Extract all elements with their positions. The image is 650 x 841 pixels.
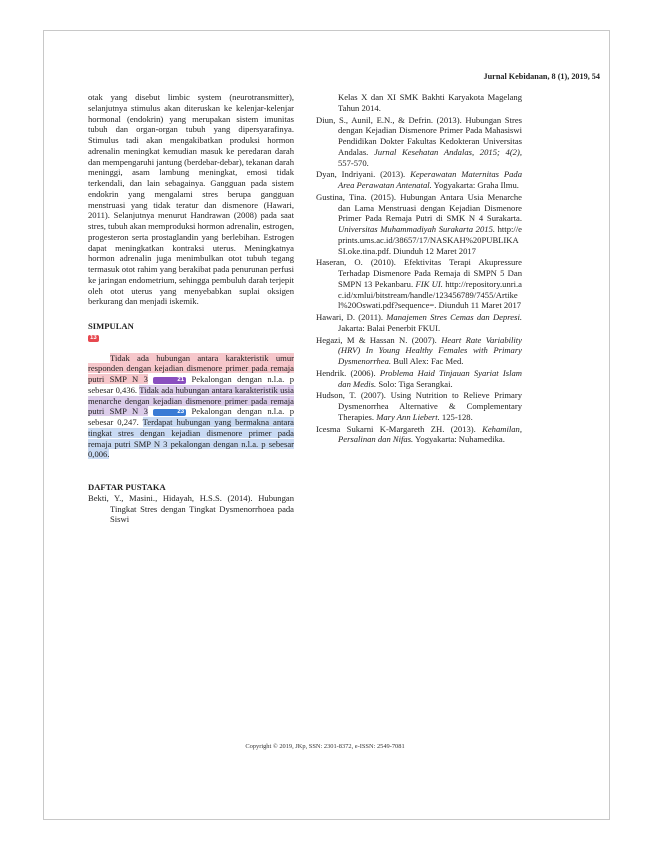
conclusion-paragraph (88, 353, 294, 461)
reference-title: Heart Rate Variability (HRV) In Young Healthy Females with Primary Dysmenorrhea. (338, 334, 522, 366)
right-column (316, 92, 522, 446)
reference-title: FIK UI. (415, 278, 443, 289)
reference-authors: Diun, S., Aunil, E.N., & Defrin. (2013). (316, 114, 462, 125)
reference-details: Yogyakarta: Nuhamedika. (415, 434, 505, 445)
reference-text: Usia Menarche dan Lama Menstruasi dengan Kejadian Dismenore Primer Pada Remaja Putri di SMK N 4 Surakarta. (338, 191, 522, 224)
reference-authors: Gustina, Tina. (2015). Hubungan Antara (316, 191, 464, 202)
reference-continuation: Kelas X dan XI SMK Bakhti Karyakota Magelang Tahun 2014. (338, 92, 522, 113)
reference-authors: Hegazi, M & Hassan N. (2007). (316, 334, 437, 345)
page-footer: Copyright © 2019, JKp, SSN: 2301-8372, e-ISSN: 2549-7081 (245, 743, 405, 750)
reference-link[interactable]: http://repository.unri.ac.id/xmlui/bitstream/handle/123456789/7455/Artikel%20Oswati.pdf?sequence=. Diunduh 11 Maret 2017 (338, 278, 522, 311)
reference-title: Problema Haid Tinjauan Syariat Islam dan Medis. (338, 367, 522, 389)
reference-title: Manajemen Stres Cemas dan Depresi. (386, 312, 522, 322)
reference-entry (316, 368, 522, 390)
reference-text: Akupressure Terhadap Dismenore Pada Remaja di SMPN 5 Dan SMPN 13 Pekanbaru. (338, 257, 522, 289)
reference-title: Jurnal Kesehatan Andalas, 2015; 4(2), (373, 146, 522, 157)
reference-entry (316, 312, 522, 334)
annotation-badge-21[interactable]: 21 (153, 377, 186, 384)
reference-details: Jakarta: Balai Penerbit FKUI. (338, 322, 441, 333)
intro-paragraph: otak yang disebut limbic system (neurotransmitter), selanjutnya stimulus akan diteruskan ke kelenjar-kelenjar hormonal (endokrin) yang merupakan sistem imunitas tubuh dan organ-organ tubuh yang dipersyarafinya. Stimulus tadi akan mengakibatkan produksi hormon adrenalin meningkat kemudian masuk ke peredaran darah dan mempengaruhi jantung (berdebar-debar), tekanan darah meninggi, asam lambung meningkat, emosi tidak terkendali, dan lain sebagainya. Gangguan pada sistem endokrin yang mengalami stres berupa gangguan menstruasi yang tidak teratur dan dismenore (Hawari, 2011). Selanjutnya menurut Handrawan (2008) pada saat stres, tubuh akan memproduksi hormon adrenalin, estrogen, progesteron serta prostaglandin yang berlebihan. Estrogen dapat meningkatkan kontraksi uterus. Meningkatnya hormon adrenalin juga menimbulkan otot tubuh tegang termasuk otot rahim yang berakibat pada penurunan perfusi ke jaringan endometrium, sehingga pembuluh darah terjepit oleh otot uterus yang menyebabkan suplai oksigen berkurang dan menjadi iskemik. (88, 92, 294, 307)
reference-authors: Hudson, T. (2007). Using Nutrition to (316, 390, 459, 401)
reference-details: Solo: Tiga Serangkai. (378, 378, 453, 389)
reference-details: Bull Alex: Fac Med. (393, 356, 464, 366)
left-column (88, 92, 294, 526)
conclusion-p-menarche: Pekalongan dengan n.l.a. p sebesar 0,247. (88, 406, 295, 427)
highlight-umur[interactable]: Tidak ada hubungan antara karakteristik umur responden dengan kejadian dismenore primer pada remaja putri SMP N 3 (88, 352, 294, 384)
reference-entry (316, 115, 522, 169)
references-heading: DAFTAR PUSTAKA (88, 482, 166, 492)
reference-title: Universitas Muhammadiyah Surakarta 2015. (338, 224, 496, 234)
reference-details: 125-128. (441, 411, 473, 422)
conclusion-p-umur: Pekalongan dengan n.l.a. p sebesar 0,436. (88, 374, 295, 395)
reference-details: Yogyakarta: Graha Ilmu. (433, 180, 519, 190)
reference-details: 557-570. (338, 157, 369, 168)
reference-authors: Icesma Sukarni K-Margareth ZH. (2013). (316, 423, 476, 434)
reference-title: Keperawatan Maternitas Pada Area Perawatan Antenatal. (338, 169, 522, 190)
reference-link[interactable]: http://eprints.ums.ac.id/38657/17/NASKAH%20PUBLIKASI.oke.tina.pdf. Diunduh 12 Maret 2017 (338, 224, 522, 256)
reference-entry (316, 257, 522, 311)
annotation-badge-13[interactable]: 13 (90, 334, 97, 341)
reference-authors: Hendrik. (2006). (316, 367, 376, 378)
reference-entry (88, 493, 294, 525)
conclusion-heading: SIMPULAN (88, 321, 134, 331)
highlight-stres[interactable]: Terdapat hubungan yang bermakna antara tingkat stres dengan kejadian dismenore primer pada remaja putri SMP N 3 pekalongan dengan n.l.a. p sebesar 0,006. (88, 417, 294, 460)
reference-text: Relieve Primary Dysmenorrhea Alternative & Complementary Therapies. (338, 390, 522, 422)
reference-entry (316, 335, 522, 367)
reference-entry (316, 192, 522, 257)
reference-text: Hubungan Stres dengan Kejadian Dismenore Primer Pada Mahasiswi Pendidikan Dokter Fakultas Kedokteran Universitas Andalas. (338, 114, 522, 157)
reference-text: Hubungan Tingkat Stres dengan Tingkat Dysmenorrhoea pada Siswi (110, 492, 294, 525)
reference-authors: Haseran, O. (2010). Efektivitas Terapi (316, 257, 471, 268)
annotation-badge-23[interactable]: 23 (153, 409, 186, 416)
reference-entry (316, 390, 522, 422)
reference-authors: Dyan, Indriyani. (2013). (316, 169, 406, 180)
highlight-menarche[interactable]: Tidak ada hubungan antara karakteristik usia menarche dengan kejadian dismenore primer pada remaja putri SMP N 3 (88, 384, 294, 417)
reference-entry (316, 169, 522, 191)
reference-entry (316, 424, 522, 446)
reference-authors: Bekti, Y., Masini., Hidayah, H.S.S. (2014). (88, 492, 253, 503)
running-header: Jurnal Kebidanan, 8 (1), 2019, 54 (483, 72, 600, 81)
reference-title: Mary Ann Liebert. (376, 411, 440, 422)
reference-title: Kehamilan, Persalinan dan Nifas. (338, 423, 522, 445)
reference-authors: Hawari, D. (2011). (316, 312, 384, 322)
